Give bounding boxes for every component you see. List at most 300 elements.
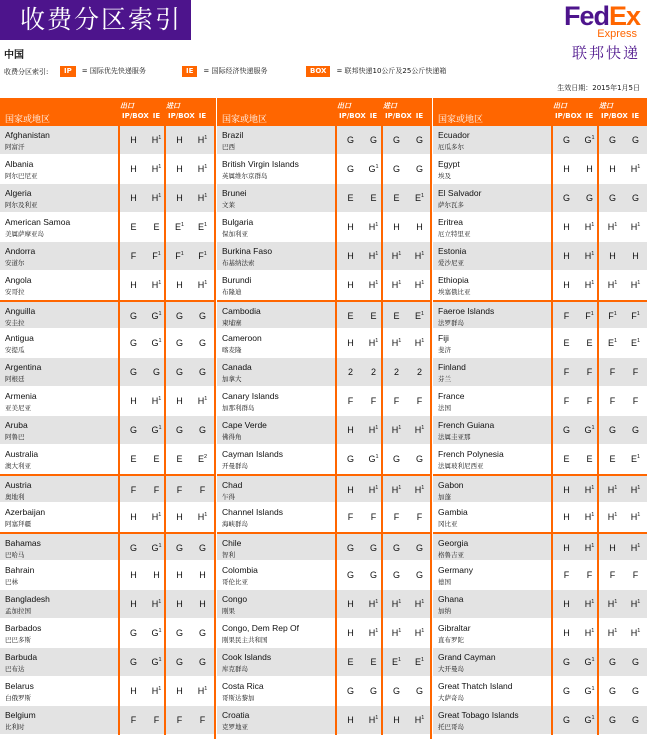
- zone-value: F: [586, 570, 593, 580]
- zone-value: $H^1$: [607, 280, 618, 290]
- zone-value: E: [393, 193, 400, 203]
- country-name-en: Brazil: [222, 130, 244, 140]
- country-name-cn: 芬兰: [438, 375, 451, 383]
- country-name-cn: 佛得角: [222, 433, 242, 441]
- zone-value: E: [153, 454, 160, 464]
- country-name-cn: 比利时: [5, 723, 25, 731]
- zone-value: E: [393, 311, 400, 321]
- zone-value: H: [609, 164, 616, 174]
- zone-value: H: [609, 543, 616, 553]
- zone-value: G: [608, 193, 616, 203]
- zone-value: G: [198, 367, 206, 377]
- service-header: IP/BOX: [555, 112, 582, 120]
- country-name-cn: 巴巴多斯: [5, 636, 31, 644]
- column-divider: [164, 98, 166, 735]
- table-row: [433, 532, 647, 561]
- country-name-cn: 海峡群岛: [222, 520, 248, 528]
- zone-value: $G^1$: [151, 543, 162, 553]
- country-name-cn: 安提瓜: [5, 346, 25, 354]
- zone-value: $H^1$: [391, 485, 402, 495]
- zone-value: $H^1$: [151, 280, 162, 290]
- table-row: [0, 213, 214, 242]
- zone-value: H: [347, 251, 354, 261]
- country-name-cn: 澳大利亚: [5, 462, 31, 470]
- country-name-cn: 白俄罗斯: [5, 694, 31, 702]
- table-row: [217, 416, 431, 445]
- zone-value: $H^1$: [197, 512, 208, 522]
- logo-express: Express: [597, 28, 637, 40]
- zone-value: F: [586, 367, 593, 377]
- zone-value: $F^1$: [608, 311, 617, 321]
- zone-value: $H^1$: [368, 599, 379, 609]
- table-row: [0, 706, 214, 735]
- zone-value: G: [198, 311, 206, 321]
- zone-value: F: [563, 311, 570, 321]
- zone-value: 2: [416, 367, 422, 377]
- zone-value: H: [199, 599, 206, 609]
- zone-value: H: [130, 396, 137, 406]
- country-name-cn: 巴西: [222, 143, 235, 151]
- column-header: [433, 98, 647, 126]
- zone-value: E: [347, 311, 354, 321]
- zone-value: $E^1$: [414, 311, 425, 321]
- table-row: [433, 706, 647, 735]
- zone-value: F: [609, 396, 616, 406]
- zone-value: H: [176, 686, 183, 696]
- country-name-en: Great Tobago Islands: [438, 710, 519, 720]
- zone-value: H: [176, 280, 183, 290]
- zone-value: G: [608, 657, 616, 667]
- zone-value: $H^1$: [151, 135, 162, 145]
- table-row: [0, 242, 214, 271]
- service-header: IE: [631, 112, 640, 120]
- country-name-cn: 布隆迪: [222, 288, 242, 296]
- zone-value: H: [130, 193, 137, 203]
- country-name-cn: 托巴哥岛: [438, 723, 464, 731]
- country-name-cn: 巴林: [5, 578, 18, 586]
- country-name-en: Austria: [5, 480, 32, 490]
- zone-value: $G^1$: [584, 657, 595, 667]
- zone-value: G: [175, 628, 183, 638]
- import-header: 进口: [599, 102, 613, 110]
- zone-value: $H^1$: [368, 280, 379, 290]
- zone-value: $H^1$: [630, 512, 641, 522]
- zone-value: H: [563, 599, 570, 609]
- legend-item-box: [306, 64, 446, 78]
- zone-value: F: [609, 367, 616, 377]
- zone-value: H: [153, 570, 160, 580]
- table-row: [433, 242, 647, 271]
- zone-value: G: [415, 686, 423, 696]
- logo-chinese: 联邦快递: [571, 44, 640, 62]
- country-name-cn: 乍得: [222, 493, 235, 501]
- country-name-en: Georgia: [438, 538, 469, 548]
- zone-value: G: [175, 338, 183, 348]
- zone-value: G: [346, 686, 354, 696]
- country-name-cn: 爱沙尼亚: [438, 259, 464, 267]
- zone-value: H: [176, 570, 183, 580]
- zone-value: G: [129, 425, 137, 435]
- table-row: [0, 445, 214, 474]
- zone-value: F: [416, 512, 423, 522]
- country-name-en: Faeroe Islands: [438, 306, 495, 316]
- table-row: [433, 300, 647, 329]
- zone-value: $H^1$: [630, 164, 641, 174]
- country-name-en: Albania: [5, 159, 34, 169]
- zone-value: F: [632, 367, 639, 377]
- zone-value: G: [346, 570, 354, 580]
- country-name-en: Canada: [222, 362, 252, 372]
- zone-value: $E^1$: [607, 338, 618, 348]
- logo-fed: Fed: [563, 1, 609, 31]
- zone-value: $H^1$: [607, 599, 618, 609]
- section-divider: [430, 98, 432, 739]
- country-name-cn: 英属维尔京群岛: [222, 172, 268, 180]
- zone-value: $H^1$: [391, 425, 402, 435]
- zone-value: $H^1$: [414, 485, 425, 495]
- service-header: IP/BOX: [385, 112, 412, 120]
- country-name-cn: 大萨奇岛: [438, 694, 464, 702]
- zone-value: F: [563, 396, 570, 406]
- country-name-en: Gambia: [438, 507, 468, 517]
- zone-value: G: [369, 543, 377, 553]
- table-row: [217, 155, 431, 184]
- zone-value: H: [416, 222, 423, 232]
- column-divider: [381, 98, 383, 735]
- zone-value: H: [347, 280, 354, 290]
- table-row: [217, 706, 431, 735]
- zone-value: $H^1$: [584, 628, 595, 638]
- zone-value: G: [631, 193, 639, 203]
- zone-value: G: [608, 425, 616, 435]
- table-row: [0, 648, 214, 677]
- zone-value: $F^1$: [152, 251, 161, 261]
- country-name-cn: 加那利群岛: [222, 404, 255, 412]
- table-row: [0, 619, 214, 648]
- country-name-en: Cayman Islands: [222, 449, 283, 459]
- zone-value: $H^1$: [391, 599, 402, 609]
- service-header: IP/BOX: [168, 112, 195, 120]
- country-name-cn: 加蓬: [438, 493, 451, 501]
- country-name-en: Chad: [222, 480, 243, 490]
- zone-value: $H^1$: [368, 485, 379, 495]
- zone-value: H: [393, 715, 400, 725]
- zone-value: $H^1$: [197, 686, 208, 696]
- zone-value: $E^1$: [630, 454, 641, 464]
- table-row: [433, 387, 647, 416]
- country-name-en: Ethiopia: [438, 275, 469, 285]
- table-row: [433, 648, 647, 677]
- column-header: [0, 98, 214, 126]
- country-name-en: Bahrain: [5, 565, 35, 575]
- zone-value: G: [608, 715, 616, 725]
- table-row: [217, 590, 431, 619]
- zone-value: G: [631, 715, 639, 725]
- zone-value: $G^1$: [584, 715, 595, 725]
- country-name-en: Algeria: [5, 188, 32, 198]
- table-row: [217, 271, 431, 300]
- zone-value: H: [176, 396, 183, 406]
- country-name-en: Congo: [222, 594, 248, 604]
- zone-value: $E^1$: [414, 657, 425, 667]
- table-row: [433, 126, 647, 155]
- country-name-cn: 喀麦隆: [222, 346, 242, 354]
- service-header: IP/BOX: [339, 112, 366, 120]
- zone-value: $H^1$: [151, 599, 162, 609]
- zone-value: $H^1$: [368, 715, 379, 725]
- zone-value: G: [392, 135, 400, 145]
- zone-value: $H^1$: [630, 543, 641, 553]
- country-name-en: Armenia: [5, 391, 37, 401]
- table-row: [433, 329, 647, 358]
- zone-value: G: [562, 135, 570, 145]
- zone-value: H: [130, 686, 137, 696]
- zone-value: $H^1$: [151, 193, 162, 203]
- country-name-cn: 埃塞俄比亚: [438, 288, 471, 296]
- table-row: [433, 184, 647, 213]
- table-row: [0, 300, 214, 329]
- table-row: [217, 619, 431, 648]
- zone-value: G: [175, 657, 183, 667]
- zone-value: G: [175, 543, 183, 553]
- table-row: [217, 300, 431, 329]
- country-name-en: Canary Islands: [222, 391, 279, 401]
- zone-value: $H^1$: [368, 251, 379, 261]
- country-name-cn: 哥伦比亚: [222, 578, 248, 586]
- service-header: IE: [198, 112, 207, 120]
- zone-value: F: [199, 485, 206, 495]
- zone-value: H: [347, 425, 354, 435]
- country-name-en: Cape Verde: [222, 420, 267, 430]
- table-row: [433, 474, 647, 503]
- country-name-cn: 加纳: [438, 607, 451, 615]
- zone-value: H: [563, 280, 570, 290]
- country-name-cn: 巴哈马: [5, 551, 25, 559]
- table-row: [217, 677, 431, 706]
- column-divider: [551, 98, 553, 735]
- country-name-cn: 直布罗陀: [438, 636, 464, 644]
- zone-value: F: [393, 512, 400, 522]
- zone-value: $H^1$: [584, 485, 595, 495]
- table-row: [433, 619, 647, 648]
- zone-value: H: [563, 628, 570, 638]
- country-name-en: Egypt: [438, 159, 460, 169]
- zone-value: $H^1$: [630, 485, 641, 495]
- zone-value: $E^1$: [391, 657, 402, 667]
- zone-value: $H^1$: [391, 338, 402, 348]
- table-row: [0, 387, 214, 416]
- import-header: 进口: [166, 102, 180, 110]
- zone-value: F: [393, 396, 400, 406]
- country-name-en: Belarus: [5, 681, 34, 691]
- country-name-cn: 布基纳法索: [222, 259, 255, 267]
- country-name-cn: 法国: [438, 404, 451, 412]
- country-name-cn: 埃及: [438, 172, 451, 180]
- zone-value: H: [563, 543, 570, 553]
- service-header: IE: [585, 112, 594, 120]
- zone-value: G: [631, 686, 639, 696]
- zone-value: $H^1$: [197, 164, 208, 174]
- legend-code: IE: [182, 66, 197, 77]
- zone-value: H: [347, 628, 354, 638]
- zone-value: G: [369, 686, 377, 696]
- zone-value: $F^1$: [198, 251, 207, 261]
- column-divider: [597, 98, 599, 735]
- zone-value: $E^1$: [174, 222, 185, 232]
- country-name-en: Bangladesh: [5, 594, 50, 604]
- country-name-cn: 阿尔及利亚: [5, 201, 38, 209]
- table-row: [433, 155, 647, 184]
- country-name-en: Finland: [438, 362, 466, 372]
- table-row: [0, 474, 214, 503]
- country-name-cn: 克罗地亚: [222, 723, 248, 731]
- zone-value: $H^1$: [584, 599, 595, 609]
- zone-value: F: [563, 570, 570, 580]
- country-name-cn: 冈比亚: [438, 520, 458, 528]
- zone-value: G: [415, 454, 423, 464]
- export-header: 出口: [337, 102, 351, 110]
- country-name-en: Chile: [222, 538, 242, 548]
- zone-value: $H^1$: [414, 251, 425, 261]
- table-row: [0, 503, 214, 532]
- table-row: [217, 532, 431, 561]
- zone-value: H: [176, 164, 183, 174]
- country-name-cn: 美属萨摩亚岛: [5, 230, 44, 238]
- table-row: [0, 184, 214, 213]
- zone-value: G: [608, 686, 616, 696]
- zone-value: $H^1$: [151, 164, 162, 174]
- zone-value: E: [609, 454, 616, 464]
- zone-value: F: [130, 251, 137, 261]
- zone-value: $H^1$: [584, 251, 595, 261]
- table-row: [433, 677, 647, 706]
- table-row: [217, 329, 431, 358]
- zone-value: $G^1$: [151, 311, 162, 321]
- zone-value: H: [130, 280, 137, 290]
- country-name-en: Great Thatch Island: [438, 681, 513, 691]
- zone-value: F: [199, 715, 206, 725]
- country-name-en: Gabon: [438, 480, 464, 490]
- table-row: [433, 445, 647, 474]
- zone-value: $H^1$: [584, 543, 595, 553]
- zone-value: H: [632, 251, 639, 261]
- zone-value: G: [198, 628, 206, 638]
- country-name-cn: 大开曼岛: [438, 665, 464, 673]
- country-name-en: Costa Rica: [222, 681, 264, 691]
- zone-value: F: [347, 512, 354, 522]
- country-name-cn: 法属玻利尼西亚: [438, 462, 484, 470]
- zone-value: G: [369, 135, 377, 145]
- legend-text: = 国际优先快递服务: [81, 67, 146, 75]
- zone-value: H: [176, 135, 183, 145]
- zone-value: $H^1$: [151, 512, 162, 522]
- country-name-cn: 安圭拉: [5, 319, 25, 327]
- zone-value: $H^1$: [197, 280, 208, 290]
- zone-value: $H^1$: [607, 222, 618, 232]
- zone-value: H: [176, 193, 183, 203]
- zone-value: G: [369, 570, 377, 580]
- zone-column: [433, 98, 647, 739]
- zone-value: $H^1$: [414, 599, 425, 609]
- country-name-cn: 奥地利: [5, 493, 25, 501]
- effective-date: 生效日期：2015年1月5日: [557, 84, 640, 92]
- zone-value: H: [563, 222, 570, 232]
- table-row: [0, 155, 214, 184]
- country-name-en: American Samoa: [5, 217, 71, 227]
- zone-value: H: [347, 485, 354, 495]
- zone-value: $H^1$: [607, 512, 618, 522]
- table-row: [433, 503, 647, 532]
- table-row: [0, 532, 214, 561]
- zone-value: H: [130, 599, 137, 609]
- zone-value: G: [129, 543, 137, 553]
- country-name-en: Estonia: [438, 246, 467, 256]
- service-header: IE: [369, 112, 378, 120]
- country-name-en: Burkina Faso: [222, 246, 273, 256]
- country-name-cn: 格鲁吉亚: [438, 551, 464, 559]
- zone-value: $G^1$: [584, 135, 595, 145]
- zone-value: $E^1$: [197, 222, 208, 232]
- country-name: 中国: [4, 50, 24, 61]
- export-header: 出口: [553, 102, 567, 110]
- zone-value: $H^1$: [151, 396, 162, 406]
- zone-value: $H^1$: [368, 338, 379, 348]
- table-row: [217, 445, 431, 474]
- zone-value: G: [152, 367, 160, 377]
- service-header: IP/BOX: [122, 112, 149, 120]
- country-name-en: Andorra: [5, 246, 36, 256]
- country-name-cn: 安哥拉: [5, 288, 25, 296]
- table-row: [217, 561, 431, 590]
- country-name-cn: 法属圭亚那: [438, 433, 471, 441]
- zone-value: $H^1$: [584, 222, 595, 232]
- zone-value: G: [175, 311, 183, 321]
- zone-value: H: [563, 251, 570, 261]
- zone-value: 2: [347, 367, 353, 377]
- country-name-cn: 智利: [222, 551, 235, 559]
- country-name-en: Cambodia: [222, 306, 261, 316]
- zone-value: $G^1$: [584, 686, 595, 696]
- zone-value: $H^1$: [630, 628, 641, 638]
- country-name-en: Cook Islands: [222, 652, 272, 662]
- zone-value: $H^1$: [414, 338, 425, 348]
- country-name-en: Argentina: [5, 362, 42, 372]
- zone-value: $G^1$: [368, 454, 379, 464]
- country-name-en: Eritrea: [438, 217, 464, 227]
- zone-value: $H^1$: [607, 628, 618, 638]
- zone-value: H: [586, 164, 593, 174]
- zone-value: $G^1$: [151, 338, 162, 348]
- zone-value: H: [563, 485, 570, 495]
- table-row: [433, 416, 647, 445]
- zone-value: F: [153, 715, 160, 725]
- country-name-cn: 哥斯达黎加: [222, 694, 255, 702]
- zone-value: $H^1$: [584, 280, 595, 290]
- legend-text: = 联邦快递10公斤及25公斤快递箱: [336, 67, 447, 75]
- country-name-en: Angola: [5, 275, 32, 285]
- zone-value: $H^1$: [414, 715, 425, 725]
- zone-value: $H^1$: [197, 396, 208, 406]
- zone-value: $G^1$: [368, 164, 379, 174]
- country-name-cn: 柬埔寨: [222, 319, 242, 327]
- country-name-en: Barbados: [5, 623, 42, 633]
- country-name-en: Channel Islands: [222, 507, 283, 517]
- table-row: [433, 590, 647, 619]
- region-header: 国家或地区: [438, 115, 484, 125]
- table-row: [0, 329, 214, 358]
- table-row: [0, 677, 214, 706]
- table-row: [217, 126, 431, 155]
